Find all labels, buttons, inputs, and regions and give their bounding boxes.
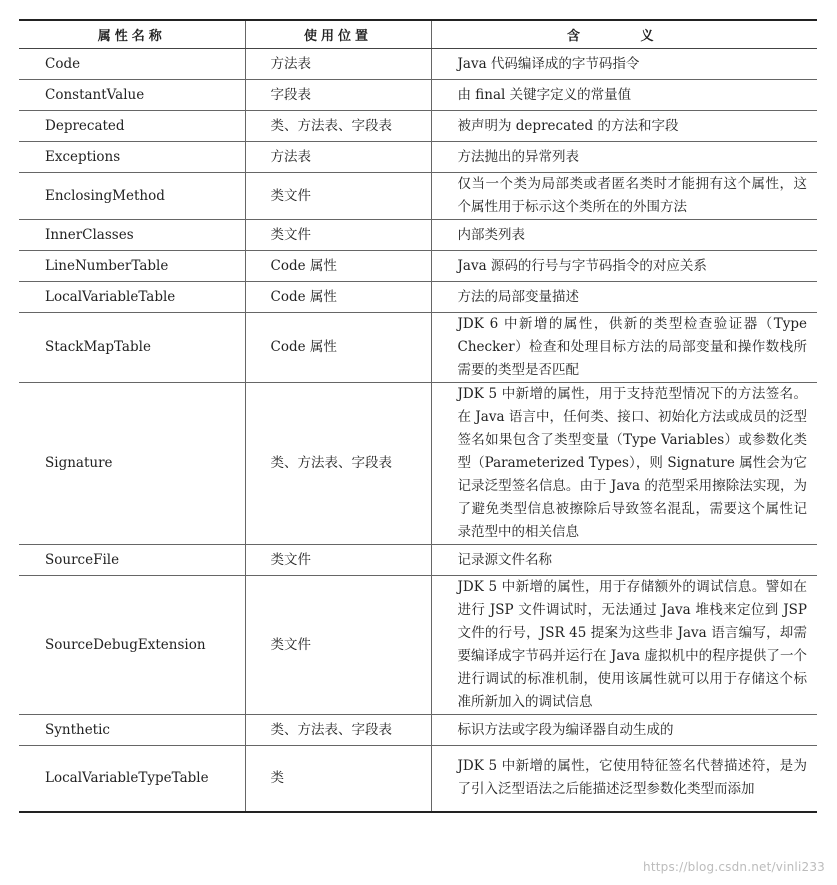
cell-meaning: 记录源文件名称: [431, 545, 817, 576]
cell-meaning: 方法抛出的异常列表: [431, 142, 817, 173]
cell-attribute-name: LocalVariableTypeTable: [19, 746, 245, 812]
cell-usage-position: 类文件: [245, 576, 431, 715]
cell-meaning: JDK 5 中新增的属性，用于支持范型情况下的方法签名。在 Java 语言中，任何类、接口、初始化方法或成员的泛型签名如果包含了类型变量（Type Variables）或参数化类型（Parameterized Types），则 Signature 属性会为它记录泛型签名信息。由于 Java 的范型采用擦除法实现，为了避免类型信息被擦除后导致签名混乱，需要这个属性记录范型中的相关信息: [431, 383, 817, 545]
cell-attribute-name: ConstantValue: [19, 80, 245, 111]
cell-attribute-name: LineNumberTable: [19, 251, 245, 282]
cell-usage-position: 类: [245, 746, 431, 812]
header-usage-position: 使用位置: [245, 20, 431, 49]
watermark-text: https://blog.csdn.net/vinli233: [643, 860, 825, 874]
cell-attribute-name: LocalVariableTable: [19, 282, 245, 313]
table-row: [19, 80, 817, 111]
cell-attribute-name: Signature: [19, 383, 245, 545]
cell-meaning: Java 源码的行号与字节码指令的对应关系: [431, 251, 817, 282]
cell-usage-position: 类、方法表、字段表: [245, 715, 431, 746]
table-row: [19, 142, 817, 173]
attribute-table: [19, 19, 817, 813]
cell-usage-position: 类文件: [245, 173, 431, 220]
table-row: [19, 173, 817, 220]
cell-usage-position: 类文件: [245, 220, 431, 251]
table-row: [19, 715, 817, 746]
table-row: [19, 111, 817, 142]
cell-attribute-name: SourceFile: [19, 545, 245, 576]
cell-usage-position: 类、方法表、字段表: [245, 383, 431, 545]
table-row: [19, 49, 817, 80]
cell-usage-position: Code 属性: [245, 251, 431, 282]
cell-meaning: JDK 5 中新增的属性，它使用特征签名代替描述符，是为了引入泛型语法之后能描述泛型参数化类型而添加: [431, 746, 817, 812]
table-row: [19, 251, 817, 282]
cell-meaning: 被声明为 deprecated 的方法和字段: [431, 111, 817, 142]
cell-meaning: 标识方法或字段为编译器自动生成的: [431, 715, 817, 746]
table-row: [19, 576, 817, 715]
cell-meaning: 方法的局部变量描述: [431, 282, 817, 313]
table-row: [19, 545, 817, 576]
cell-meaning: JDK 5 中新增的属性，用于存储额外的调试信息。譬如在进行 JSP 文件调试时，无法通过 Java 堆栈来定位到 JSP 文件的行号，JSR 45 提案为这些非 Java 语言编写，却需要编译成字节码并运行在 Java 虚拟机中的程序提供了一个进行调试的标准机制，使用该属性就可以用于存储这个标准所新加入的调试信息: [431, 576, 817, 715]
table-row: [19, 383, 817, 545]
cell-usage-position: 类文件: [245, 545, 431, 576]
cell-usage-position: Code 属性: [245, 282, 431, 313]
cell-attribute-name: InnerClasses: [19, 220, 245, 251]
cell-attribute-name: Code: [19, 49, 245, 80]
cell-usage-position: 字段表: [245, 80, 431, 111]
table-row: [19, 282, 817, 313]
cell-attribute-name: EnclosingMethod: [19, 173, 245, 220]
cell-usage-position: 方法表: [245, 49, 431, 80]
cell-meaning: Java 代码编译成的字节码指令: [431, 49, 817, 80]
cell-usage-position: 方法表: [245, 142, 431, 173]
table-row: [19, 313, 817, 383]
cell-attribute-name: Exceptions: [19, 142, 245, 173]
cell-attribute-name: Synthetic: [19, 715, 245, 746]
cell-meaning: JDK 6 中新增的属性，供新的类型检查验证器（Type Checker）检查和处理目标方法的局部变量和操作数栈所需要的类型是否匹配: [431, 313, 817, 383]
cell-attribute-name: Deprecated: [19, 111, 245, 142]
cell-usage-position: Code 属性: [245, 313, 431, 383]
header-attribute-name: 属性名称: [19, 20, 245, 49]
table-header-row: [19, 20, 817, 49]
table-row: [19, 746, 817, 812]
cell-usage-position: 类、方法表、字段表: [245, 111, 431, 142]
cell-meaning: 仅当一个类为局部类或者匿名类时才能拥有这个属性，这个属性用于标示这个类所在的外围方法: [431, 173, 817, 220]
cell-meaning: 内部类列表: [431, 220, 817, 251]
cell-meaning: 由 final 关键字定义的常量值: [431, 80, 817, 111]
header-meaning: 含 义: [431, 20, 817, 49]
cell-attribute-name: StackMapTable: [19, 313, 245, 383]
table-row: [19, 220, 817, 251]
cell-attribute-name: SourceDebugExtension: [19, 576, 245, 715]
